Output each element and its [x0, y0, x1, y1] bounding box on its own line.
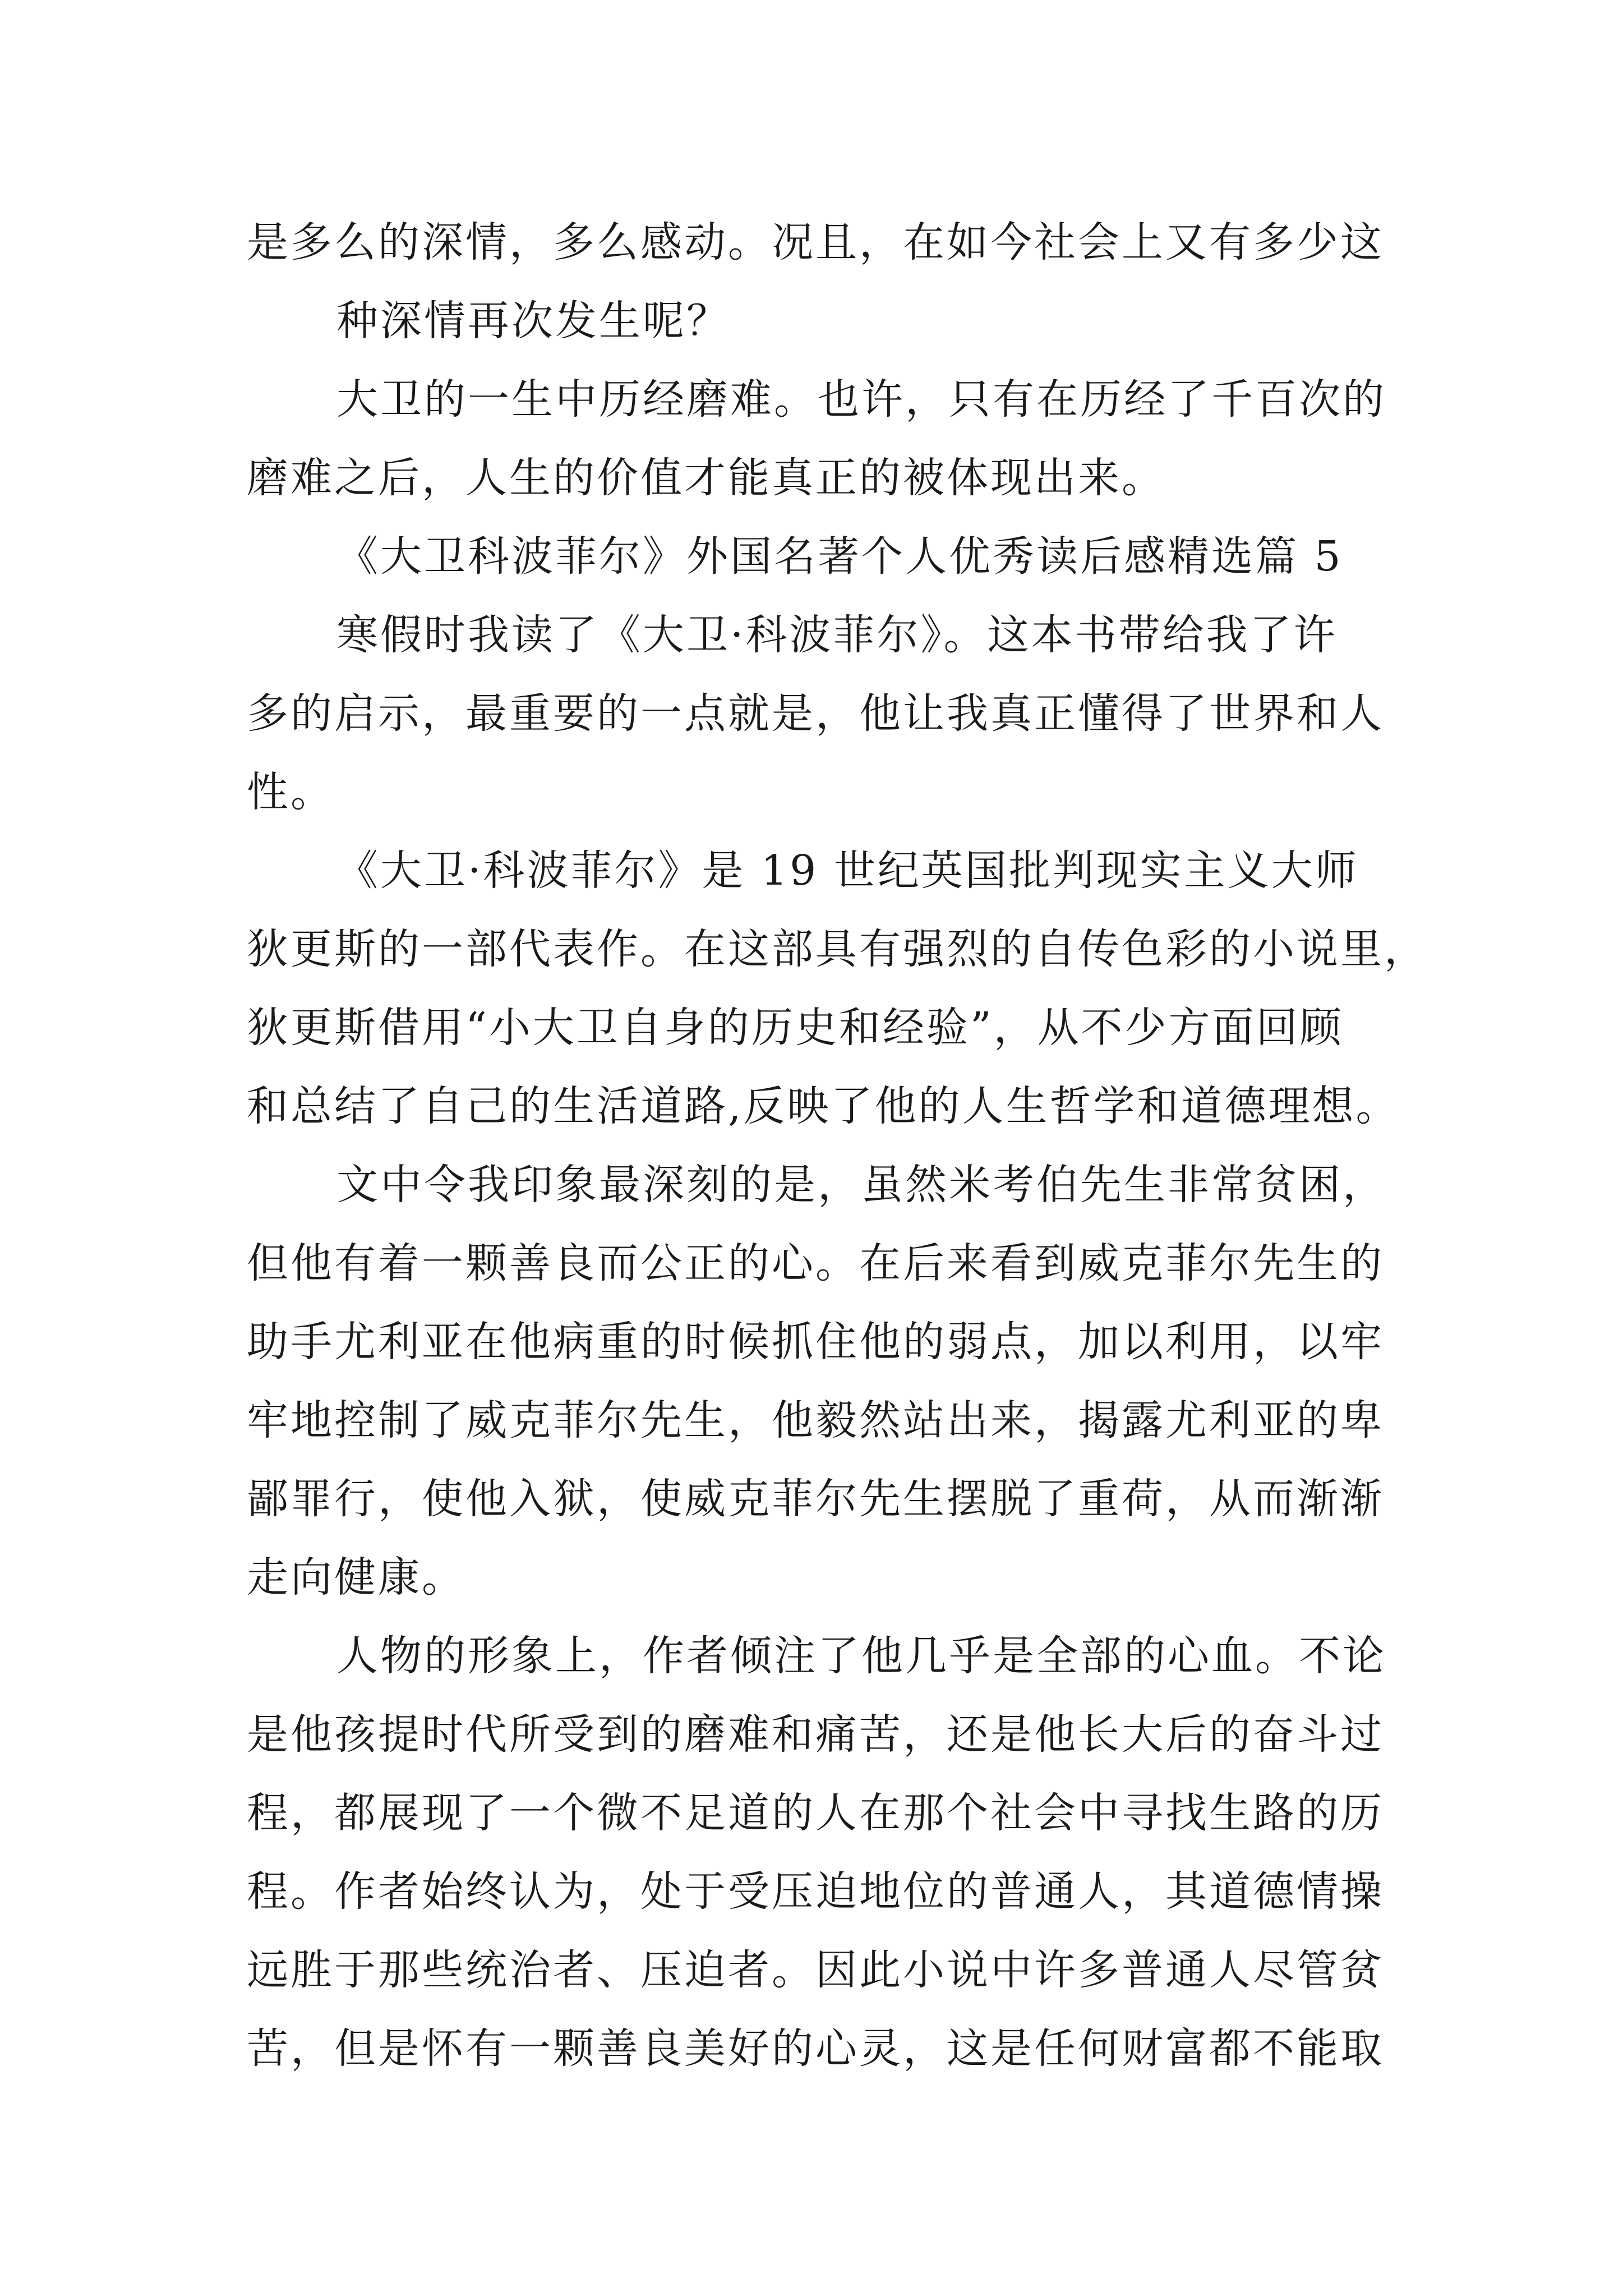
- text-line-10: 狄更斯的一部代表作。在这部具有强烈的自传色彩的小说里，: [247, 925, 1428, 973]
- text-line-14: 但他有着一颗善良而公正的心。在后来看到威克菲尔先生的: [247, 1239, 1384, 1287]
- text-line-1: 是多么的深情，多么感动。况且，在如今社会上又有多少这: [247, 218, 1384, 266]
- text-line-20: 是他孩提时代所受到的磨难和痛苦，还是他长大后的奋斗过: [247, 1710, 1384, 1759]
- text-line-21: 程，都展现了一个微不足道的人在那个社会中寻找生路的历: [247, 1789, 1384, 1837]
- text-line-11: 狄更斯借用“小大卫自身的历史和经验”，从不少方面回顾: [247, 1004, 1344, 1052]
- text-line-19: 人物的形象上，作者倾注了他几乎是全部的心血。不论: [336, 1632, 1386, 1680]
- text-line-6: 寒假时我读了《大卫·科波菲尔》。这本书带给我了许: [336, 611, 1338, 659]
- text-line-8: 性。: [247, 768, 334, 816]
- text-line-4: 磨难之后，人生的价值才能真正的被体现出来。: [247, 454, 1165, 502]
- text-line-9: 《大卫·科波菲尔》是 19 世纪英国批判现实主义大师: [336, 846, 1359, 895]
- text-line-22: 程。作者始终认为，处于受压迫地位的普通人，其道德情操: [247, 1867, 1384, 1916]
- text-line-2: 种深情再次发生呢？: [336, 297, 730, 345]
- text-line-7: 多的启示，最重要的一点就是，他让我真正懂得了世界和人: [247, 689, 1384, 738]
- text-line-23: 远胜于那些统治者、压迫者。因此小说中许多普通人尽管贫: [247, 1946, 1384, 1994]
- text-line-15: 助手尤利亚在他病重的时候抓住他的弱点，加以利用，以牢: [247, 1318, 1384, 1366]
- text-line-3: 大卫的一生中历经磨难。也许，只有在历经了千百次的: [336, 375, 1386, 424]
- section-heading: 《大卫科波菲尔》外国名著个人优秀读后感精选篇 5: [336, 532, 1343, 581]
- text-line-13: 文中令我印象最深刻的是，虽然米考伯先生非常贫困，: [336, 1161, 1386, 1209]
- text-line-18: 走向健康。: [247, 1553, 465, 1602]
- text-line-24: 苦，但是怀有一颗善良美好的心灵，这是任何财富都不能取: [247, 2024, 1384, 2073]
- text-line-12: 和总结了自己的生活道路,反映了他的人生哲学和道德理想。: [247, 1082, 1400, 1130]
- text-line-17: 鄙罪行，使他入狱，使威克菲尔先生摆脱了重荷，从而渐渐: [247, 1475, 1384, 1523]
- text-line-16: 牢地控制了威克菲尔先生，他毅然站出来，揭露尤利亚的卑: [247, 1396, 1384, 1444]
